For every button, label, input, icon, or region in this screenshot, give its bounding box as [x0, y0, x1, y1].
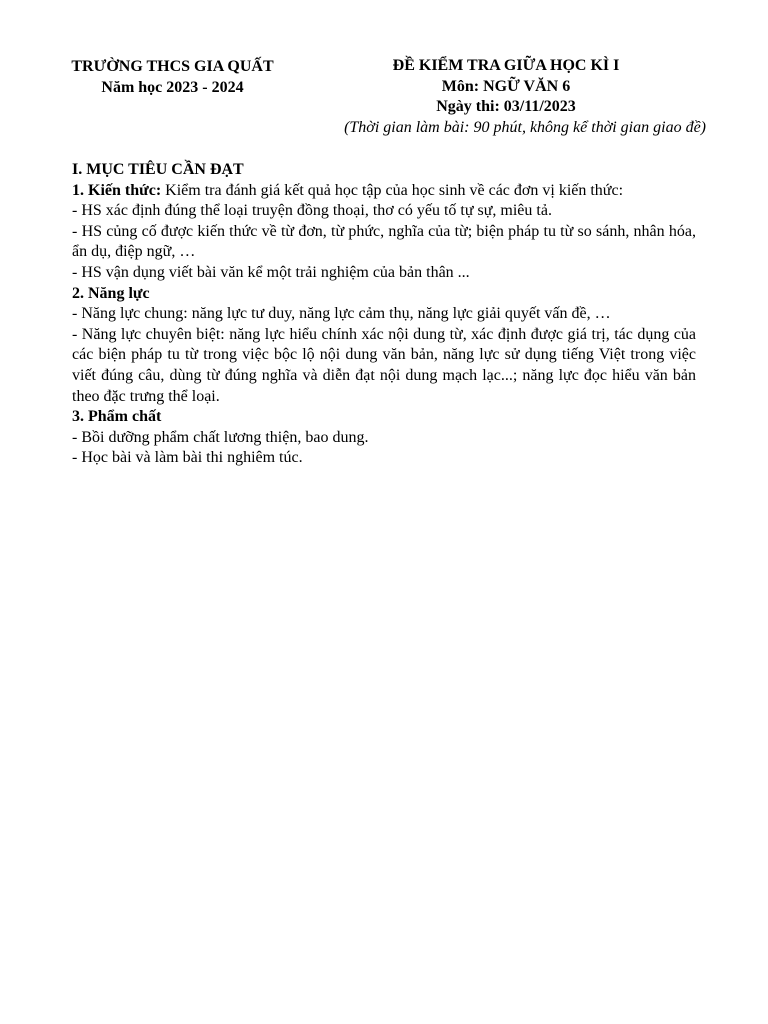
exam-date: Ngày thi: 03/11/2023 — [436, 98, 576, 115]
qualities-item: - Học bài và làm bài thi nghiêm túc. — [72, 449, 303, 467]
school-block — [40, 56, 305, 98]
exam-subject: Môn: NGỮ VĂN 6 — [441, 77, 571, 95]
qualities-heading: 3. Phẩm chất — [72, 408, 162, 426]
knowledge-item: - HS xác định đúng thể loại truyện đồng thoại, thơ có yếu tố tự sự, miêu tả. — [72, 202, 552, 220]
exam-info-block — [300, 56, 712, 138]
document-body — [72, 160, 696, 469]
knowledge-heading: 1. Kiến thức: — [72, 181, 162, 199]
knowledge-intro: Kiểm tra đánh giá kết quả học tập của học sinh về các đơn vị kiến thức: — [161, 181, 624, 199]
exam-duration-note: (Thời gian làm bài: 90 phút, không kể thời gian giao đề) — [344, 118, 706, 136]
competence-item: - Năng lực chung: năng lực tư duy, năng lực cảm thụ, năng lực giải quyết vấn đề, … — [72, 305, 611, 323]
knowledge-item: - HS vận dụng viết bài văn kể một trải nghiệm của bản thân ... — [72, 263, 470, 281]
school-year: Năm học 2023 - 2024 — [101, 79, 244, 96]
qualities-item: - Bồi dưỡng phẩm chất lương thiện, bao dung. — [72, 428, 369, 446]
school-name: TRƯỜNG THCS GIA QUẤT — [71, 58, 274, 75]
exam-title: ĐỀ KIỂM TRA GIỮA HỌC KÌ I — [392, 57, 620, 74]
document-header — [0, 56, 768, 140]
section-title: I. MỤC TIÊU CẦN ĐẠT — [72, 161, 244, 178]
competence-heading: 2. Năng lực — [72, 284, 150, 302]
knowledge-intro-paragraph — [72, 181, 696, 202]
knowledge-item: - HS củng cố được kiến thức về từ đơn, từ phức, nghĩa của từ; biện pháp tu từ so sánh, nhân hóa, ẩn dụ, điệp ngữ, … — [72, 222, 696, 261]
competence-item: - Năng lực chuyên biệt: năng lực hiểu chính xác nội dung từ, xác định được giá trị, tác dụng của các biện pháp tu từ trong việc bộc lộ nội dung văn bản, năng lực sử dụng tiếng Việt trong việc viết đúng câu, dùng từ đúng nghĩa và diễn đạt nội dung mạch lạc...; năng lực đọc hiểu văn bản theo đặc trưng thể loại. — [72, 325, 696, 405]
